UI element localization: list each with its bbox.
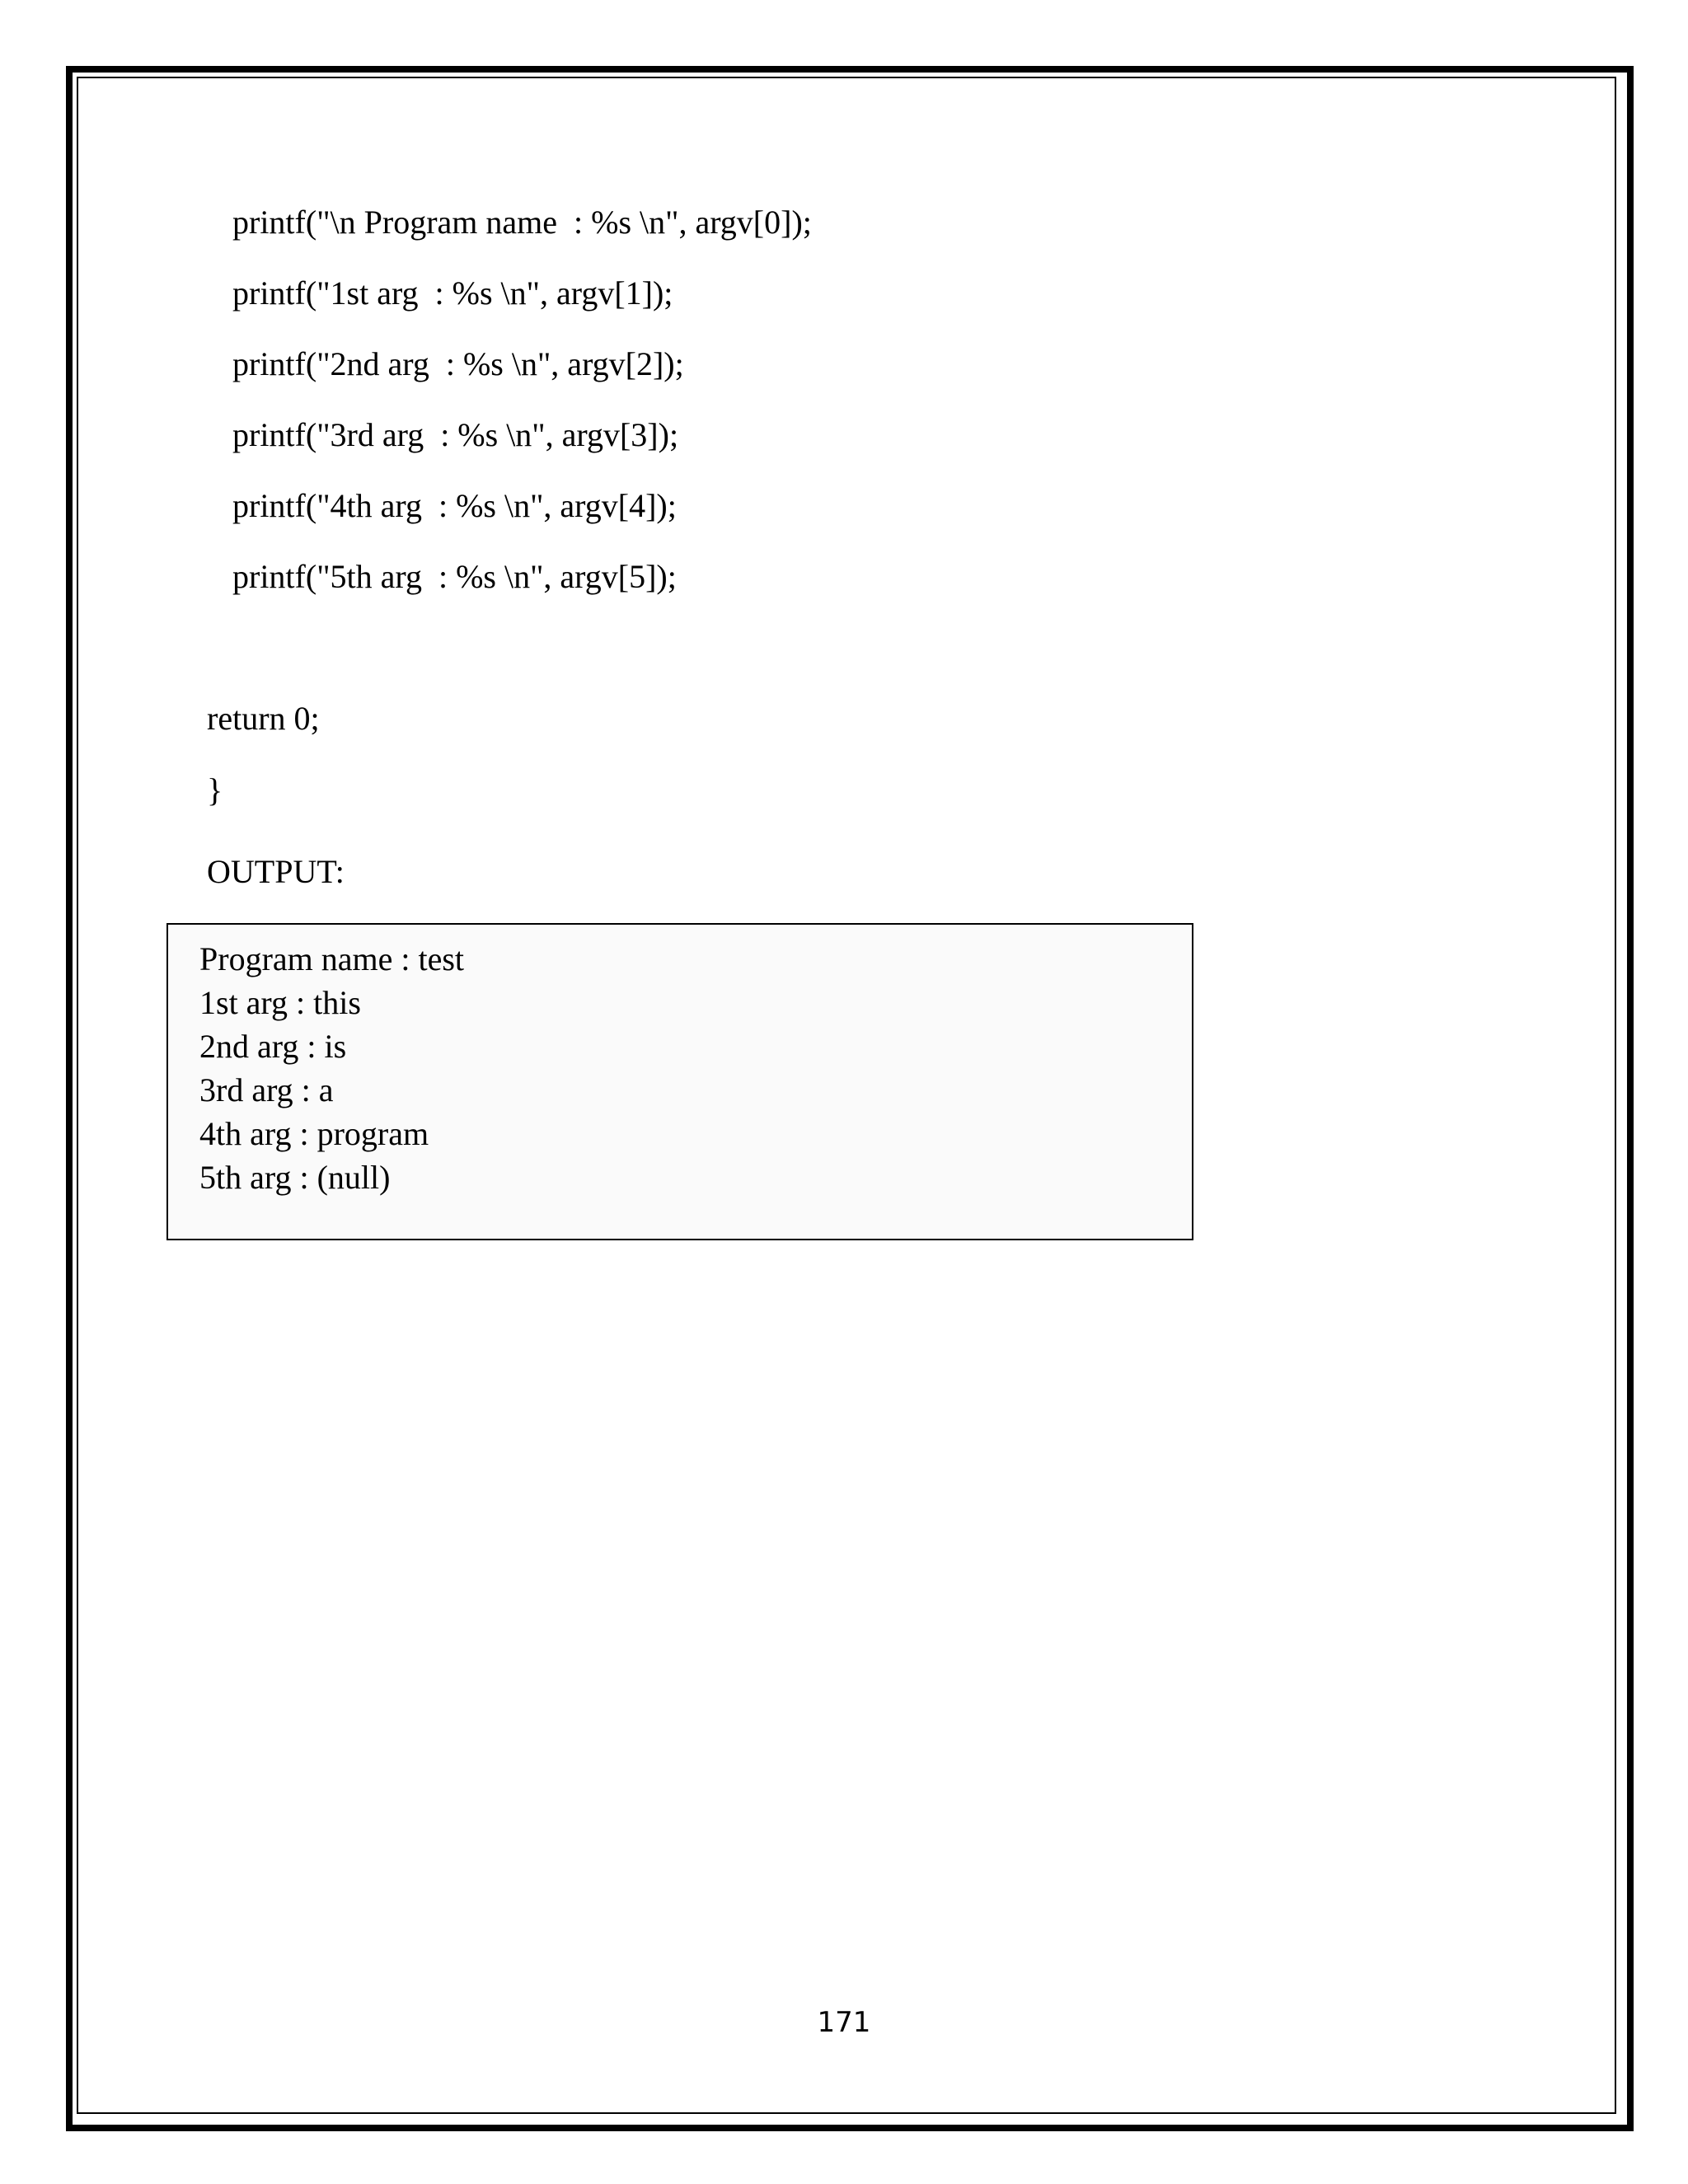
code-line: printf("4th arg : %s \n", argv[4]); <box>232 487 677 524</box>
output-line: 3rd arg : a <box>199 1071 334 1108</box>
code-line: printf("2nd arg : %s \n", argv[2]); <box>232 345 684 382</box>
code-line: printf("\n Program name : %s \n", argv[0]); <box>232 204 812 241</box>
return-statement: return 0; <box>207 700 320 737</box>
page-number: 171 <box>817 2006 871 2039</box>
code-line: printf("5th arg : %s \n", argv[5]); <box>232 558 677 595</box>
code-line: printf("3rd arg : %s \n", argv[3]); <box>232 416 679 453</box>
output-line: Program name : test <box>199 940 465 977</box>
output-line: 2nd arg : is <box>199 1028 347 1065</box>
output-line: 4th arg : program <box>199 1115 429 1152</box>
output-line: 1st arg : this <box>199 984 361 1021</box>
output-line: 5th arg : (null) <box>199 1159 391 1196</box>
output-box <box>166 923 1193 1240</box>
code-line: printf("1st arg : %s \n", argv[1]); <box>232 274 673 312</box>
output-heading: OUTPUT: <box>207 853 345 890</box>
closing-brace: } <box>207 771 223 808</box>
